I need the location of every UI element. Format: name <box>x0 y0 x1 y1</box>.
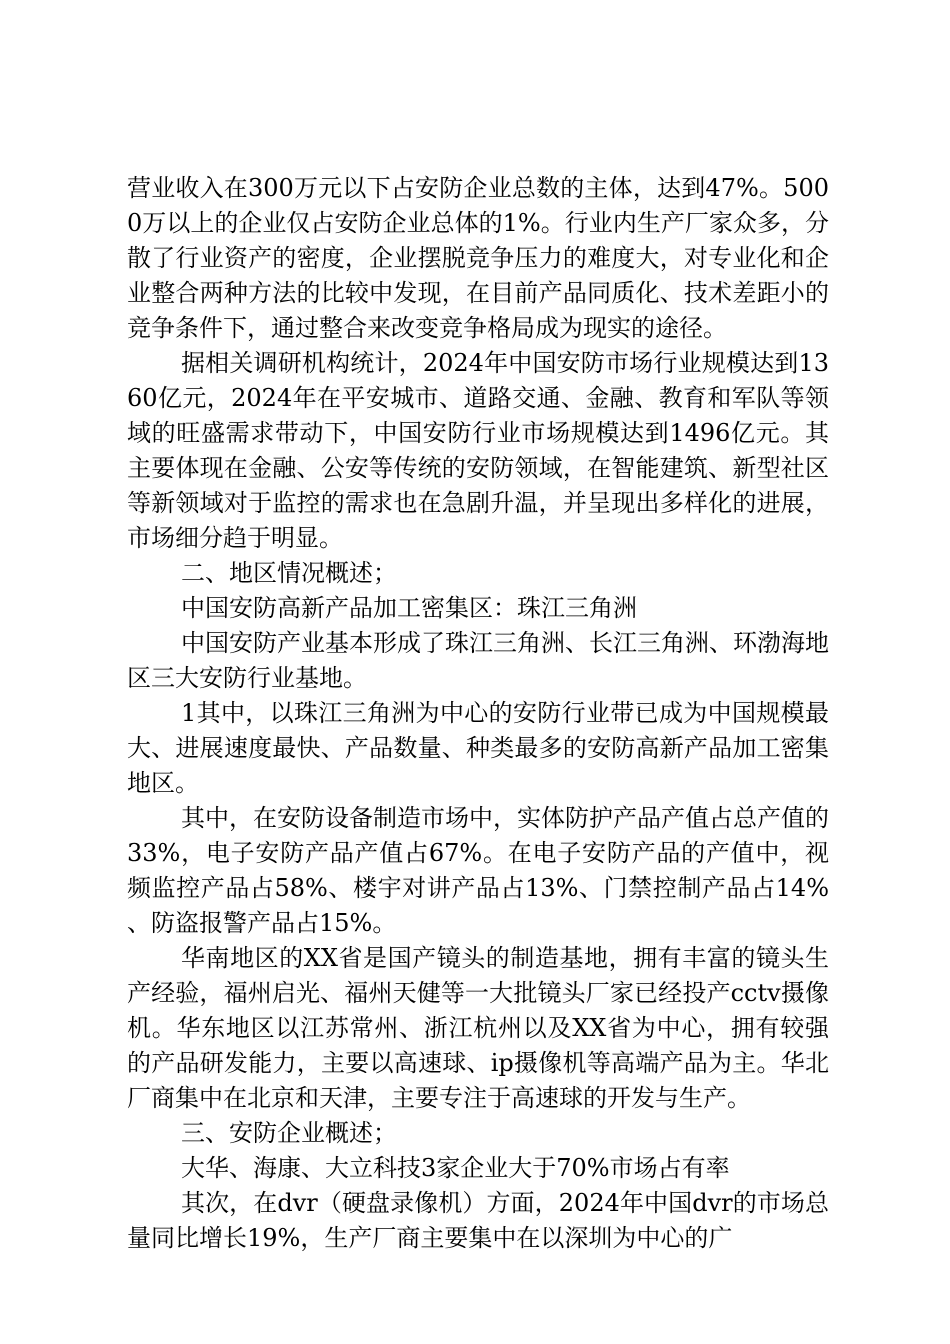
paragraph-output-value-shares: 其中，在安防设备制造市场中，实体防护产品产值占总产值的33%，电子安防产品产值占67%。在电子安防产品的产值中，视频监控产品占58%、楼宇对讲产品占13%、门禁控制产品占14%、防盗报警产品占15%。 <box>127 804 829 937</box>
paragraph-three-industry-bases: 中国安防产业基本形成了珠江三角洲、长江三角洲、环渤海地区三大安防行业基地。 <box>127 629 829 692</box>
paragraph-market-scale: 据相关调研机构统计，2024年中国安防市场行业规模达到1360亿元，2024年在平安城市、道路交通、金融、教育和军队等领域的旺盛需求带动下，中国安防行业市场规模达到1496亿元。其主要体现在金融、公安等传统的安防领域，在智能建筑、新型社区等新领域对于监控的需求也在急剧升温，并呈现出多样化的进展，市场细分趋于明显。 <box>127 349 829 552</box>
section-heading-enterprise-overview: 三、安防企业概述； <box>181 1119 397 1147</box>
paragraph-dvr-market: 其次，在dvr（硬盘录像机）方面，2024年中国dvr的市场总量同比增长19%，生产厂商主要集中在以深圳为中心的广 <box>127 1189 829 1252</box>
document-page <box>127 171 829 1256</box>
subheading-market-share: 大华、海康、大立科技3家企业大于70%市场占有率 <box>181 1154 730 1182</box>
paragraph-revenue-distribution: 营业收入在300万元以下占安防企业总数的主体，达到47%。5000万以上的企业仅占安防企业总体的1%。行业内生产厂家众多，分散了行业资产的密度，企业摆脱竞争压力的难度大，对专业化和企业整合两种方法的比较中发现，在目前产品同质化、技术差距小的竞争条件下，通过整合来改变竞争格局成为现实的途径。 <box>127 174 829 342</box>
paragraph-regional-manufacturers: 华南地区的XX省是国产镜头的制造基地，拥有丰富的镜头生产经验，福州启光、福州天健等一大批镜头厂家已经投产cctv摄像机。华东地区以江苏常州、浙江杭州以及XX省为中心，拥有较强的产品研发能力，主要以高速球、ip摄像机等高端产品为主。华北厂商集中在北京和天津，主要专注于高速球的开发与生产。 <box>127 944 829 1112</box>
paragraph-pearl-river-delta-center: 1其中，以珠江三角洲为中心的安防行业带已成为中国规模最大、进展速度最快、产品数量、种类最多的安防高新产品加工密集地区。 <box>127 699 829 797</box>
subheading-pearl-river-delta: 中国安防高新产品加工密集区：珠江三角洲 <box>181 594 637 622</box>
section-heading-regional-overview: 二、地区情况概述； <box>181 559 397 587</box>
